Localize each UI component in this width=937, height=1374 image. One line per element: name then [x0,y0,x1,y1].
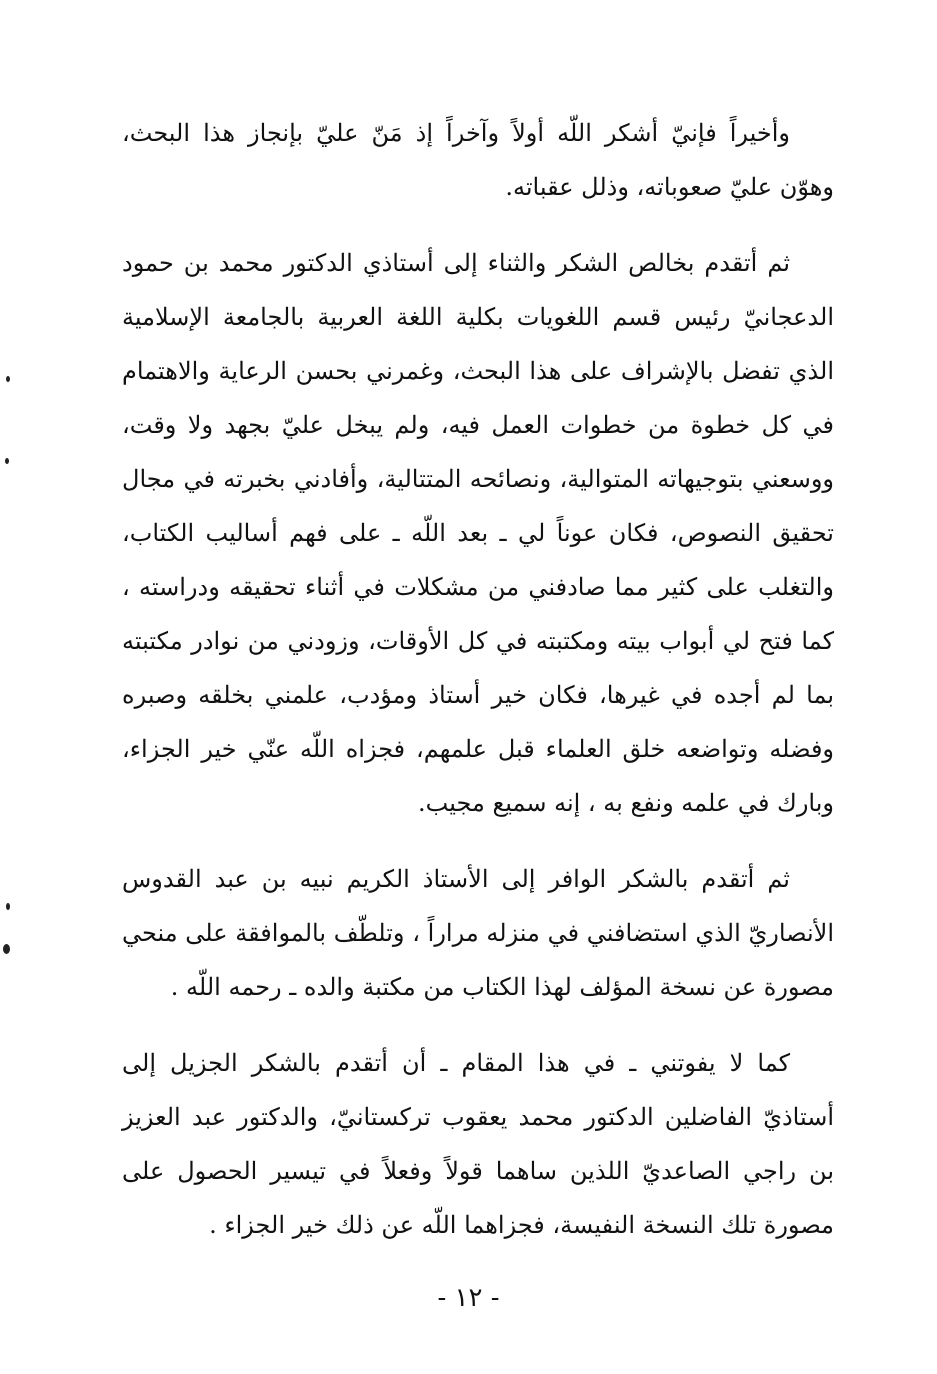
body-text [122,106,834,1274]
paragraph-professors-thanks: كما لا يفوتني ـ في هذا المقام ـ أن أتقدم بالشكر الجزيل إلى أستاذيّ الفاضلين الدكتور محمد يعقوب تركستانيّ، والدكتور عبد العزيز بن راجي الصاعديّ اللذين ساهما قولاً وفعلاً في تيسير الحصول على مصورة تلك النسخة النفيسة، فجزاهما اللّه عن ذلك خير الجزاء . [122,1049,834,1239]
paragraph-ansari-thanks: ثم أتقدم بالشكر الوافر إلى الأستاذ الكريم نبيه بن عبد القدوس الأنصاريّ الذي استضافني في منزله مراراً ، وتلطّف بالموافقة على منحي مصورة عن نسخة المؤلف لهذا الكتاب من مكتبة والده ـ رحمه اللّه . [122,865,834,1001]
scan-speck [5,458,9,464]
paragraph-supervisor-thanks: ثم أتقدم بخالص الشكر والثناء إلى أستاذي الدكتور محمد بن حمود الدعجانيّ رئيس قسم اللغويات بكلية اللغة العربية بالجامعة الإسلامية الذي تفضل بالإشراف على هذا البحث، وغمرني بحسن الرعاية والاهتمام في كل خطوة من خطوات العمل فيه، ولم يبخل عليّ بجهد ولا وقت، ووسعني بتوجيهاته المتوالية، ونصائحه المتتالية، وأفادني بخبرته في مجال تحقيق النصوص، فكان عوناً لي ـ بعد اللّه ـ على فهم أساليب الكتاب، والتغلب على كثير مما صادفني من مشكلات في أثناء تحقيقه ودراسته ، كما فتح لي أبواب بيته ومكتبته في كل الأوقات، وزودني من نوادر مكتبته بما لم أجده في غيرها، فكان خير أستاذ ومؤدب، علمني بخلقه وصبره وفضله وتواضعه خلق العلماء قبل علمهم، فجزاه اللّه عنّي خير الجزاء، وبارك في علمه ونفع به ، إنه سميع مجيب. [122,249,834,817]
scan-speck [6,903,10,910]
scan-speck [6,376,10,382]
page-number: - ١٢ - [437,1283,500,1313]
paragraph-final-thanks: وأخيراً فإنيّ أشكر اللّه أولاً وآخراً إذ مَنّ عليّ بإنجاز هذا البحث، وهوّن عليّ صعوباته، وذلل عقباته. [122,119,834,201]
scan-speck [3,944,10,954]
